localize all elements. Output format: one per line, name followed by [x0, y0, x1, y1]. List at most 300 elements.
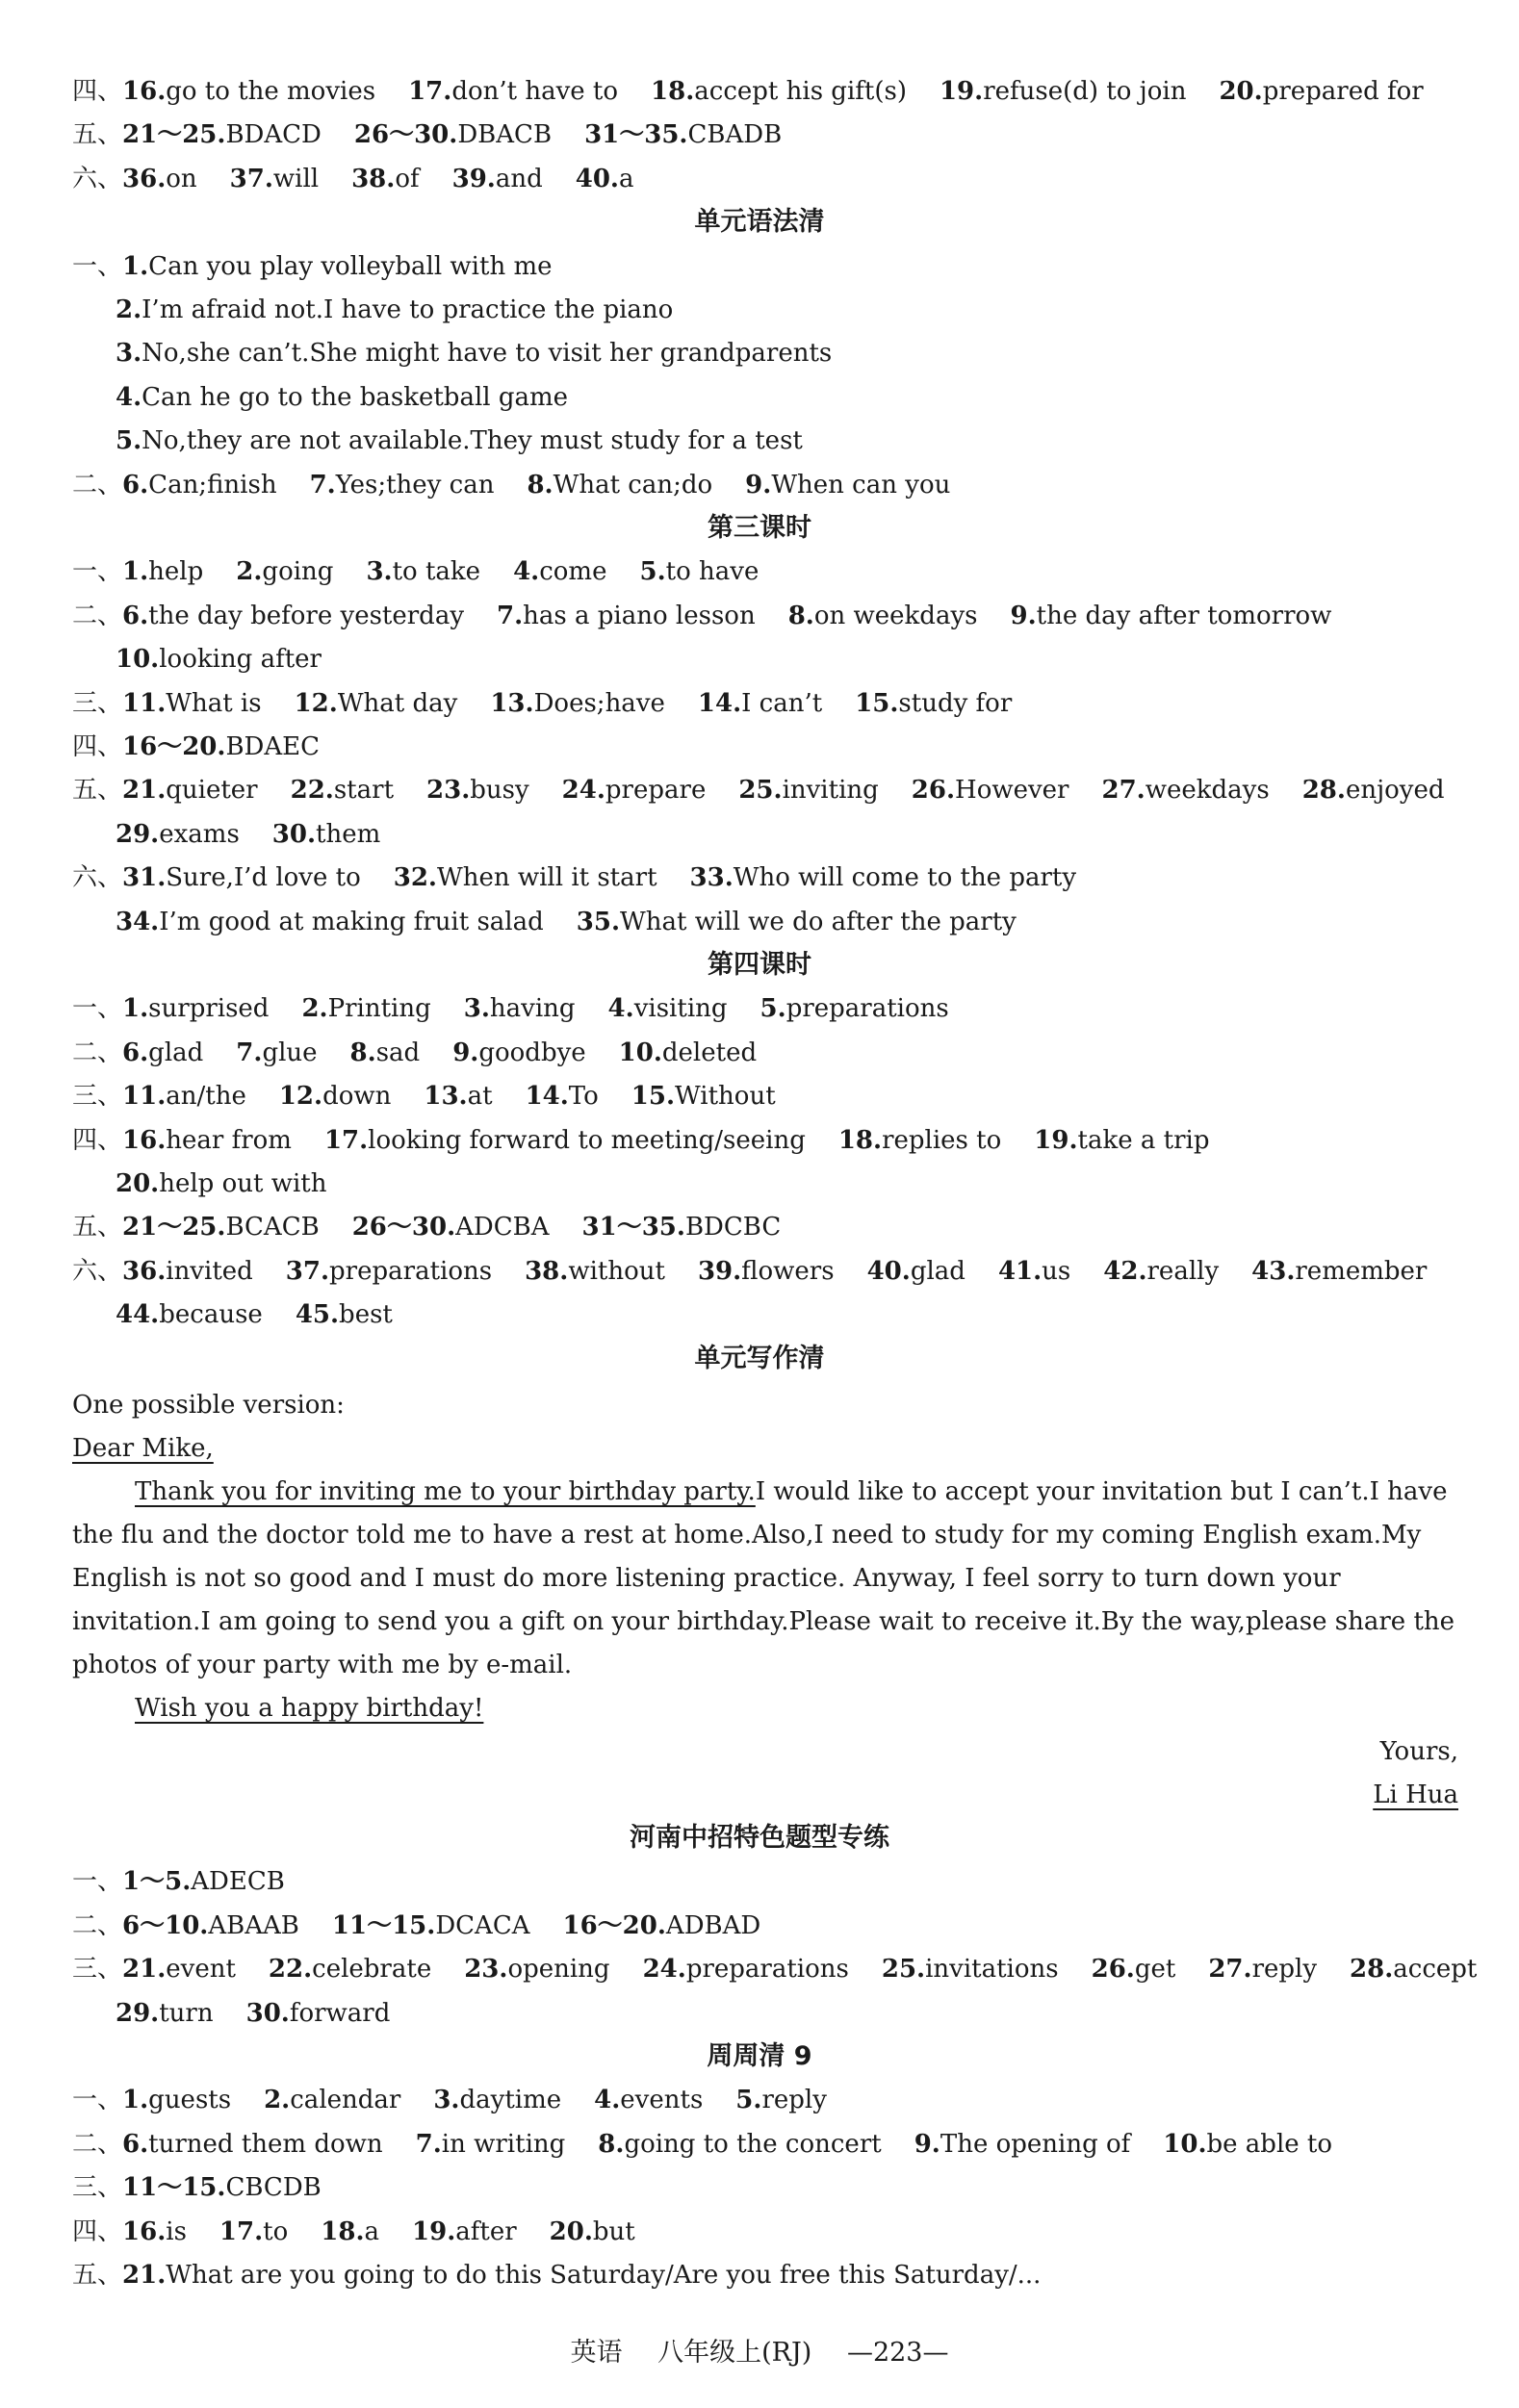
answer-text: I’m good at making fruit salad — [159, 907, 544, 936]
section-number: 五、 — [72, 120, 123, 150]
answer-text: flowers — [741, 1256, 835, 1286]
section-number: 五、 — [72, 1213, 123, 1242]
question-number: 12. — [278, 1082, 323, 1112]
question-number: 29. — [116, 1998, 160, 2028]
question-number: 21. — [122, 2261, 167, 2290]
answer-text: Can he go to the basketball game — [142, 382, 569, 412]
section-heading: 周周清 9 — [707, 2041, 812, 2071]
question-number: 21. — [122, 776, 167, 806]
answer-item — [122, 1082, 246, 1111]
answer-item — [122, 77, 375, 106]
answer-item — [352, 1213, 550, 1242]
answer-text: going to the concert — [624, 2129, 882, 2159]
answer-row — [116, 1994, 1502, 2033]
question-number: 27. — [1101, 776, 1146, 806]
question-number: 21～25. — [122, 120, 226, 150]
question-number: 11. — [122, 1082, 167, 1112]
question-number: 3. — [116, 339, 142, 369]
section-heading: 单元写作清 — [694, 1343, 825, 1373]
question-number: 3. — [366, 557, 393, 587]
answer-text: guests — [148, 2086, 232, 2115]
answer-row — [72, 2213, 1458, 2251]
question-number: 4. — [513, 557, 540, 587]
question-number: 16. — [122, 77, 167, 106]
answer-item — [582, 1213, 782, 1242]
section-number: 四、 — [72, 2216, 123, 2246]
answer-row — [72, 1121, 1458, 1160]
answer-text: Yes;they can — [335, 470, 495, 500]
answer-row — [116, 815, 1502, 854]
answer-text: What are you going to do this Saturday/Are you free this Saturday/... — [166, 2261, 1042, 2290]
section-number: 三、 — [72, 688, 123, 718]
answer-text: after — [455, 2216, 517, 2246]
answer-row — [116, 1165, 1502, 1203]
question-number: 2. — [301, 994, 328, 1024]
answer-text: to have — [665, 557, 760, 587]
answer-item — [219, 2217, 288, 2246]
question-number: 29. — [116, 819, 160, 849]
question-number: 40. — [575, 164, 619, 193]
answer-item — [116, 1169, 326, 1198]
answer-text: and — [495, 164, 543, 193]
question-number: 13. — [424, 1082, 468, 1112]
answer-item — [122, 1213, 320, 1242]
answer-text: invitations — [925, 1955, 1059, 1985]
answer-item — [1010, 602, 1331, 630]
question-number: 42. — [1103, 1256, 1147, 1286]
answer-item — [116, 383, 568, 412]
answer-text: accept — [1393, 1955, 1478, 1985]
answer-text: come — [539, 557, 607, 587]
answer-row — [72, 1862, 1458, 1901]
answer-item — [643, 1955, 849, 1984]
answer-item — [1102, 776, 1270, 805]
answer-text: BCACB — [225, 1213, 320, 1242]
answer-item — [1302, 776, 1445, 805]
answer-item — [1092, 1955, 1176, 1984]
answer-text: a — [364, 2216, 380, 2246]
question-number: 36. — [122, 164, 167, 193]
answer-row — [72, 247, 1458, 286]
answer-text: us — [1042, 1256, 1071, 1286]
answer-text: glad — [910, 1256, 965, 1286]
answer-text: but — [592, 2216, 635, 2246]
answer-text: remember — [1295, 1256, 1428, 1286]
answer-text: ABAAB — [208, 1910, 299, 1940]
answer-item — [464, 1955, 609, 1984]
answer-text: daytime — [459, 2086, 562, 2115]
answer-text: What day — [337, 688, 458, 718]
section-number: 三、 — [72, 1082, 123, 1112]
answer-item — [1034, 1126, 1209, 1155]
answer-text: without — [568, 1256, 665, 1286]
answer-item — [116, 1999, 214, 2028]
answer-text: DCACA — [435, 1910, 530, 1940]
question-number: 8. — [527, 470, 554, 500]
answer-item — [433, 2086, 561, 2114]
answer-item — [619, 1038, 757, 1067]
answer-item — [426, 776, 529, 805]
answer-item — [651, 77, 907, 106]
answer-item — [598, 2130, 881, 2159]
answer-item — [122, 1911, 299, 1940]
answer-row — [116, 378, 1502, 417]
answer-item — [122, 1257, 253, 1286]
answer-text: weekdays — [1145, 776, 1270, 806]
answer-row — [72, 728, 1458, 766]
answer-text: ADECB — [191, 1867, 285, 1897]
answer-item — [639, 557, 759, 586]
answer-row — [72, 1034, 1458, 1072]
answer-item — [690, 863, 1077, 892]
answer-item — [116, 645, 322, 674]
answer-text: preparations — [785, 994, 949, 1024]
question-number: 2. — [116, 295, 142, 324]
section-number: 四、 — [72, 732, 123, 761]
letter-text: I would like to accept your invitation but I can’t.I have — [755, 1477, 1448, 1506]
question-number: 16. — [122, 2216, 167, 2246]
question-number: 31～35. — [581, 1213, 685, 1242]
question-number: 24. — [642, 1955, 686, 1985]
question-number: 7. — [415, 2129, 442, 2159]
answer-text: of — [395, 164, 420, 193]
question-number: 26～30. — [353, 120, 458, 150]
section-number: 一、 — [72, 1867, 123, 1897]
answer-text: opening — [507, 1955, 610, 1985]
answer-text: deleted — [661, 1037, 758, 1067]
answer-item — [563, 1911, 761, 1940]
answer-row — [72, 2125, 1458, 2164]
question-number: 38. — [525, 1256, 569, 1286]
question-number: 7. — [309, 470, 336, 500]
question-number: 17. — [219, 2216, 264, 2246]
question-number: 4. — [116, 382, 142, 412]
answer-text: turned them down — [148, 2129, 383, 2159]
answer-text: on — [166, 164, 197, 193]
question-number: 44. — [116, 1300, 160, 1330]
answer-text: the day before yesterday — [148, 601, 465, 630]
question-number: 16. — [122, 1125, 167, 1155]
answer-text: having — [489, 994, 576, 1024]
answer-text: What will we do after the party — [620, 907, 1017, 936]
answer-row — [72, 2081, 1458, 2119]
question-number: 3. — [433, 2086, 460, 2115]
question-number: 1. — [122, 557, 149, 587]
answer-item — [324, 1126, 806, 1155]
letter-text-line: the flu and the doctor told me to have a rest at home.Also,I need to study for my coming English exam.My — [72, 1521, 1422, 1550]
answer-item — [998, 1257, 1070, 1286]
question-number: 4. — [594, 2086, 621, 2115]
answer-text: quieter — [166, 776, 258, 806]
answer-text: help out with — [159, 1169, 327, 1198]
answer-row — [72, 2256, 1458, 2294]
answer-item — [745, 471, 950, 500]
answer-text: Who will come to the party — [733, 863, 1077, 893]
answer-text: inviting — [782, 776, 879, 806]
answer-item — [301, 994, 430, 1023]
answer-item — [1163, 2130, 1332, 2159]
answer-item — [550, 2217, 635, 2246]
question-number: 14. — [697, 688, 742, 718]
question-number: 18. — [837, 1125, 883, 1155]
answer-text: CBADB — [687, 120, 783, 150]
question-number: 10. — [116, 645, 160, 675]
question-number: 30. — [245, 1998, 290, 2028]
answer-row — [72, 597, 1458, 635]
section-number: 二、 — [72, 1037, 123, 1067]
answer-text: on weekdays — [813, 601, 978, 630]
answer-item — [122, 2130, 383, 2159]
answer-item — [526, 1082, 599, 1111]
answer-item — [122, 1038, 203, 1067]
letter-text-line: photos of your party with me by e-mail. — [72, 1651, 573, 1679]
question-number: 20. — [549, 2216, 593, 2246]
answer-text: really — [1146, 1256, 1220, 1286]
question-number: 37. — [229, 164, 273, 193]
answer-row — [116, 903, 1502, 941]
question-number: 23. — [426, 776, 471, 806]
question-number: 5. — [760, 994, 786, 1024]
answer-row — [72, 858, 1458, 897]
answer-row — [116, 1295, 1502, 1334]
question-number: 6. — [122, 1037, 149, 1067]
answer-item — [584, 120, 782, 149]
question-number: 39. — [451, 164, 496, 193]
answer-text: When will it start — [436, 863, 657, 893]
question-number: 8. — [598, 2129, 625, 2159]
question-number: 6. — [122, 2129, 149, 2159]
letter-text-line: invitation.I am going to send you a gift on your birthday.Please wait to receive it.By the way,please share the — [72, 1607, 1455, 1636]
answer-text: No,they are not available.They must study for a test — [142, 426, 803, 456]
question-number: 19. — [939, 77, 984, 106]
question-number: 26. — [1091, 1955, 1135, 1985]
question-number: 9. — [745, 470, 772, 500]
letter-wish: Wish you a happy birthday! — [135, 1694, 484, 1723]
answer-item — [122, 165, 197, 193]
answer-text: looking forward to meeting/seeing — [368, 1125, 806, 1155]
question-number: 16～20. — [122, 732, 226, 761]
section-number: 三、 — [72, 2173, 123, 2203]
question-number: 19. — [1034, 1125, 1078, 1155]
answer-text: best — [339, 1300, 393, 1330]
answer-item — [594, 2086, 703, 2114]
question-number: 20. — [116, 1169, 160, 1198]
question-number: 1. — [122, 251, 149, 281]
question-number: 1. — [122, 2086, 149, 2115]
section-heading: 第三课时 — [708, 513, 811, 543]
answer-text: prepared for — [1262, 77, 1424, 106]
answer-text: ADBAD — [665, 1910, 761, 1940]
answer-text: Can;finish — [148, 470, 277, 500]
question-number: 17. — [408, 77, 452, 106]
question-number: 19. — [412, 2216, 456, 2246]
answer-item — [236, 557, 333, 586]
letter-signature: Li Hua — [1373, 1780, 1458, 1809]
answer-item — [122, 1867, 285, 1896]
answer-item — [332, 1911, 530, 1940]
question-number: 9. — [452, 1037, 479, 1067]
answer-item — [272, 820, 380, 849]
question-number: 9. — [914, 2129, 940, 2159]
answer-item — [855, 689, 1012, 718]
section-number: 四、 — [72, 1125, 123, 1155]
answer-item — [735, 2086, 827, 2114]
answer-row — [116, 334, 1502, 372]
answer-text: to take — [392, 557, 481, 587]
question-number: 9. — [1010, 601, 1037, 630]
question-number: 1. — [122, 994, 149, 1024]
answer-row — [72, 466, 1458, 504]
question-number: 8. — [349, 1037, 376, 1067]
answer-row — [116, 291, 1502, 329]
question-number: 28. — [1350, 1955, 1394, 1985]
question-number: 15. — [631, 1082, 676, 1112]
answer-row — [72, 160, 1458, 198]
answer-text: visiting — [633, 994, 728, 1024]
answer-item — [525, 1257, 665, 1286]
answer-text: BDAEC — [225, 732, 321, 761]
question-number: 36. — [122, 1256, 167, 1286]
answer-text: is — [166, 2216, 187, 2246]
question-number: 17. — [323, 1125, 369, 1155]
answer-item — [408, 77, 618, 106]
answer-item — [116, 820, 240, 849]
answer-text: goodbye — [478, 1037, 586, 1067]
answer-row — [72, 1252, 1458, 1291]
answer-text: be able to — [1206, 2129, 1333, 2159]
letter-underlined-sentence: Thank you for inviting me to your birthday party. — [135, 1477, 756, 1506]
answer-text: preparations — [329, 1256, 493, 1286]
question-number: 28. — [1301, 776, 1346, 806]
answer-row — [72, 552, 1458, 591]
section-number: 二、 — [72, 1910, 123, 1940]
answer-item — [838, 1126, 1001, 1155]
answer-item — [122, 120, 322, 149]
answer-text: accept his gift(s) — [694, 77, 907, 106]
answer-text: has a piano lesson — [523, 601, 756, 630]
section-number: 六、 — [72, 164, 123, 193]
answer-text: go to the movies — [166, 77, 376, 106]
answer-item — [122, 557, 203, 586]
answer-item — [264, 2086, 400, 2114]
question-number: 25. — [881, 1955, 926, 1985]
answer-text: because — [159, 1300, 263, 1330]
answer-item — [562, 776, 707, 805]
answer-item — [351, 165, 420, 193]
answer-item — [1350, 1955, 1477, 1984]
question-number: 33. — [689, 863, 734, 893]
answer-text: What is — [166, 688, 262, 718]
answer-row — [72, 771, 1458, 809]
answer-item — [394, 863, 657, 892]
letter-text-line: English is not so good and I must do more listening practice. Anyway, I feel sorry to turn down your — [72, 1564, 1341, 1593]
answer-item — [122, 1955, 236, 1984]
answer-text: will — [272, 164, 320, 193]
answer-item — [122, 2173, 322, 2202]
answer-item — [698, 1257, 835, 1286]
answer-text: I’m afraid not.I have to practice the piano — [142, 295, 674, 324]
answer-text: reply — [1251, 1955, 1318, 1985]
answer-item — [236, 1038, 317, 1067]
question-number: 23. — [464, 1955, 508, 1985]
answer-item — [230, 165, 319, 193]
answer-text: down — [322, 1082, 392, 1112]
section-number: 四、 — [72, 77, 123, 106]
question-number: 14. — [525, 1082, 569, 1112]
answer-text: to — [263, 2216, 289, 2246]
answer-text: get — [1134, 1955, 1176, 1985]
section-number: 二、 — [72, 470, 123, 500]
answer-item — [286, 1257, 492, 1286]
answer-text: surprised — [148, 994, 270, 1024]
footer-grade: 八年级上(RJ) — [657, 2338, 812, 2368]
answer-row — [72, 2168, 1458, 2207]
answer-text: The opening of — [940, 2129, 1131, 2159]
question-number: 26～30. — [351, 1213, 456, 1242]
answer-item — [1208, 1955, 1317, 1984]
question-number: 32. — [393, 863, 437, 893]
answer-item — [279, 1082, 392, 1111]
answer-text: replies to — [882, 1125, 1002, 1155]
question-number: 45. — [295, 1300, 340, 1330]
answer-text: BDCBC — [684, 1213, 782, 1242]
section-heading: 河南中招特色题型专练 — [630, 1823, 889, 1853]
question-number: 2. — [264, 2086, 291, 2115]
letter-closing: Yours, — [1379, 1737, 1458, 1766]
answer-item — [116, 1300, 263, 1329]
answer-item — [269, 1955, 431, 1984]
answer-item — [116, 426, 803, 455]
page-footer — [0, 2334, 1519, 2372]
question-number: 30. — [271, 819, 317, 849]
answer-text: calendar — [290, 2086, 401, 2115]
answer-text: DBACB — [457, 120, 553, 150]
answer-item — [291, 776, 394, 805]
answer-text: take a trip — [1077, 1125, 1210, 1155]
answer-text: refuse(d) to join — [983, 77, 1187, 106]
answer-item — [631, 1082, 776, 1111]
question-number: 18. — [651, 77, 695, 106]
answer-item — [122, 2086, 231, 2114]
answer-item — [122, 732, 320, 761]
question-number: 6. — [122, 470, 149, 500]
section-number: 六、 — [72, 1256, 123, 1286]
question-number: 8. — [787, 601, 814, 630]
answer-text: No,she can’t.She might have to visit her grandparents — [142, 339, 833, 369]
question-number: 31. — [122, 863, 167, 893]
question-number: 31～35. — [584, 120, 688, 150]
question-number: 11. — [122, 688, 167, 718]
answer-item — [577, 908, 1017, 936]
question-number: 21～25. — [122, 1213, 226, 1242]
answer-text: help — [148, 557, 204, 587]
answer-text: glue — [262, 1037, 318, 1067]
answer-item — [116, 295, 673, 324]
answer-text: preparations — [685, 1955, 849, 1985]
answer-text: going — [262, 557, 334, 587]
answer-text: enjoyed — [1345, 776, 1445, 806]
answer-item — [608, 994, 728, 1023]
writing-intro: One possible version: — [72, 1391, 345, 1420]
answer-text: However — [955, 776, 1069, 806]
answer-item — [513, 557, 606, 586]
answer-row — [72, 989, 1458, 1028]
answer-item — [464, 994, 576, 1023]
answer-item — [246, 1999, 391, 2028]
question-number: 3. — [463, 994, 490, 1024]
answer-text: in writing — [441, 2129, 566, 2159]
question-number: 15. — [855, 688, 899, 718]
